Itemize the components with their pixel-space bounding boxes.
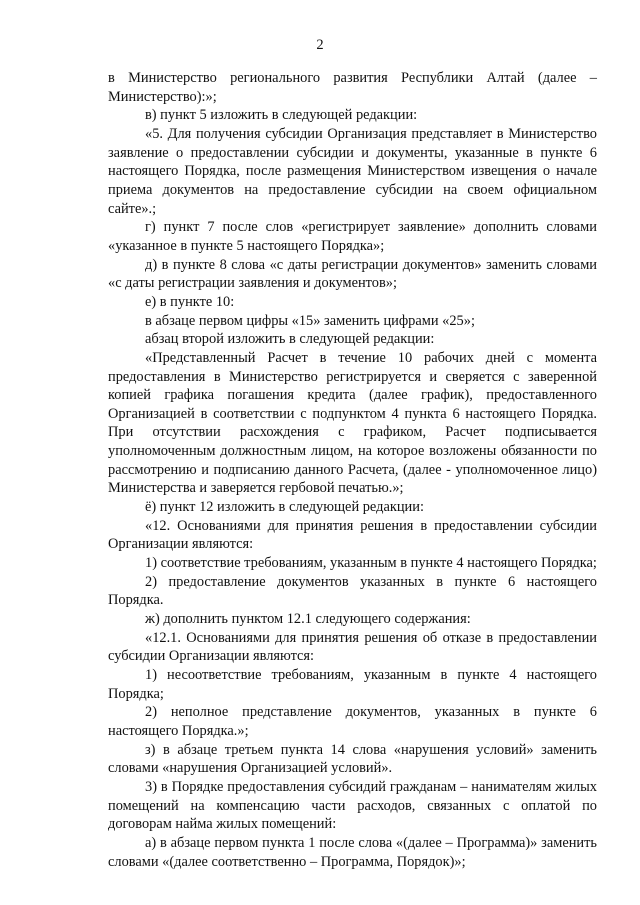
paragraph-clause-12-text: «12. Основаниями для принятия решения в предоставлении субсидии Организации являются: [108, 517, 597, 553]
paragraph-item-z: з) в абзаце третьем пункта 14 слова «нарушения условий» заменить словами «нарушения Организацией условий». [108, 741, 597, 777]
paragraph-item-zh: ж) дополнить пунктом 12.1 следующего содержания: [145, 611, 471, 628]
paragraph-item-v: в) пункт 5 изложить в следующей редакции: [145, 107, 418, 124]
paragraph-clause-12-sub-2: 2) предоставление документов указанных в пункте 6 настоящего Порядка. [108, 573, 597, 609]
paragraph-clause-12-1-sub-2: 2) неполное представление документов, указанных в пункте 6 настоящего Порядка.»; [108, 704, 597, 739]
page-number: 2 [316, 37, 324, 53]
paragraph-item-e-first-abzac: в абзаце первом цифры «15» заменить цифрами «25»; [145, 312, 475, 329]
document-body [108, 69, 597, 871]
paragraph-item-a: а) в абзаце первом пункта 1 после слова «(далее – Программа)» заменить словами «(далее соответственно – Программа, Порядок)»; [108, 834, 597, 870]
paragraph-item-e: е) в пункте 10: [145, 293, 235, 310]
paragraph-section-3: 3) в Порядке предоставления субсидий гражданам – нанимателям жилых помещений на компенсацию части расходов, связанных с оплатой по договорам найма жилых помещений: [108, 778, 597, 833]
paragraph-clause-5-text: «5. Для получения субсидии Организация представляет в Министерство заявление о предоставлении субсидии и документы, указанные в пункте 6 настоящего Порядка, после размещения Министерством извещения о начале приема документов на предоставление субсидии на своем официальном сайте».; [108, 125, 597, 217]
paragraph-clause-12-1-sub-1: 1) несоответствие требованиям, указанным в пункте 4 настоящего Порядка; [108, 667, 597, 702]
paragraph-clause-12-sub-1: 1) соответствие требованиям, указанным в пункте 4 настоящего Порядка; [145, 555, 597, 572]
paragraph-item-e-second-abzac: абзац второй изложить в следующей редакции: [145, 331, 435, 348]
paragraph-item-d: д) в пункте 8 слова «с даты регистрации документов» заменить словами «с даты регистрации заявления и документов»; [108, 256, 597, 292]
paragraph-clause-12-1-text: «12.1. Основаниями для принятия решения об отказе в предоставлении субсидии Организации являются: [108, 629, 597, 665]
paragraph-item-g: г) пункт 7 после слов «регистрирует заявление» дополнить словами «указанное в пункте 5 настоящего Порядка»; [108, 219, 597, 254]
paragraph-raschet-text: «Представленный Расчет в течение 10 рабочих дней с момента предоставления в Министерство регистрируется и сверяется с заверенной копией графика погашения кредита (далее график), предоставленного Организацией в соответствии с подпунктом 4 пункта 6 настоящего Порядка. При отсутствии расхождения с графиком, Расчет подписывается уполномоченным должностным лицом, на которое возложены обязанности по рассмотрению и подписанию данного Расчета, (далее - уполномоченное лицо) Министерства и заверяется гербовой печатью.»; [108, 349, 597, 497]
paragraph-continuation: в Министерство регионального развития Республики Алтай (далее – Министерство):»; [108, 70, 597, 105]
paragraph-item-yo: ё) пункт 12 изложить в следующей редакции: [145, 499, 424, 516]
